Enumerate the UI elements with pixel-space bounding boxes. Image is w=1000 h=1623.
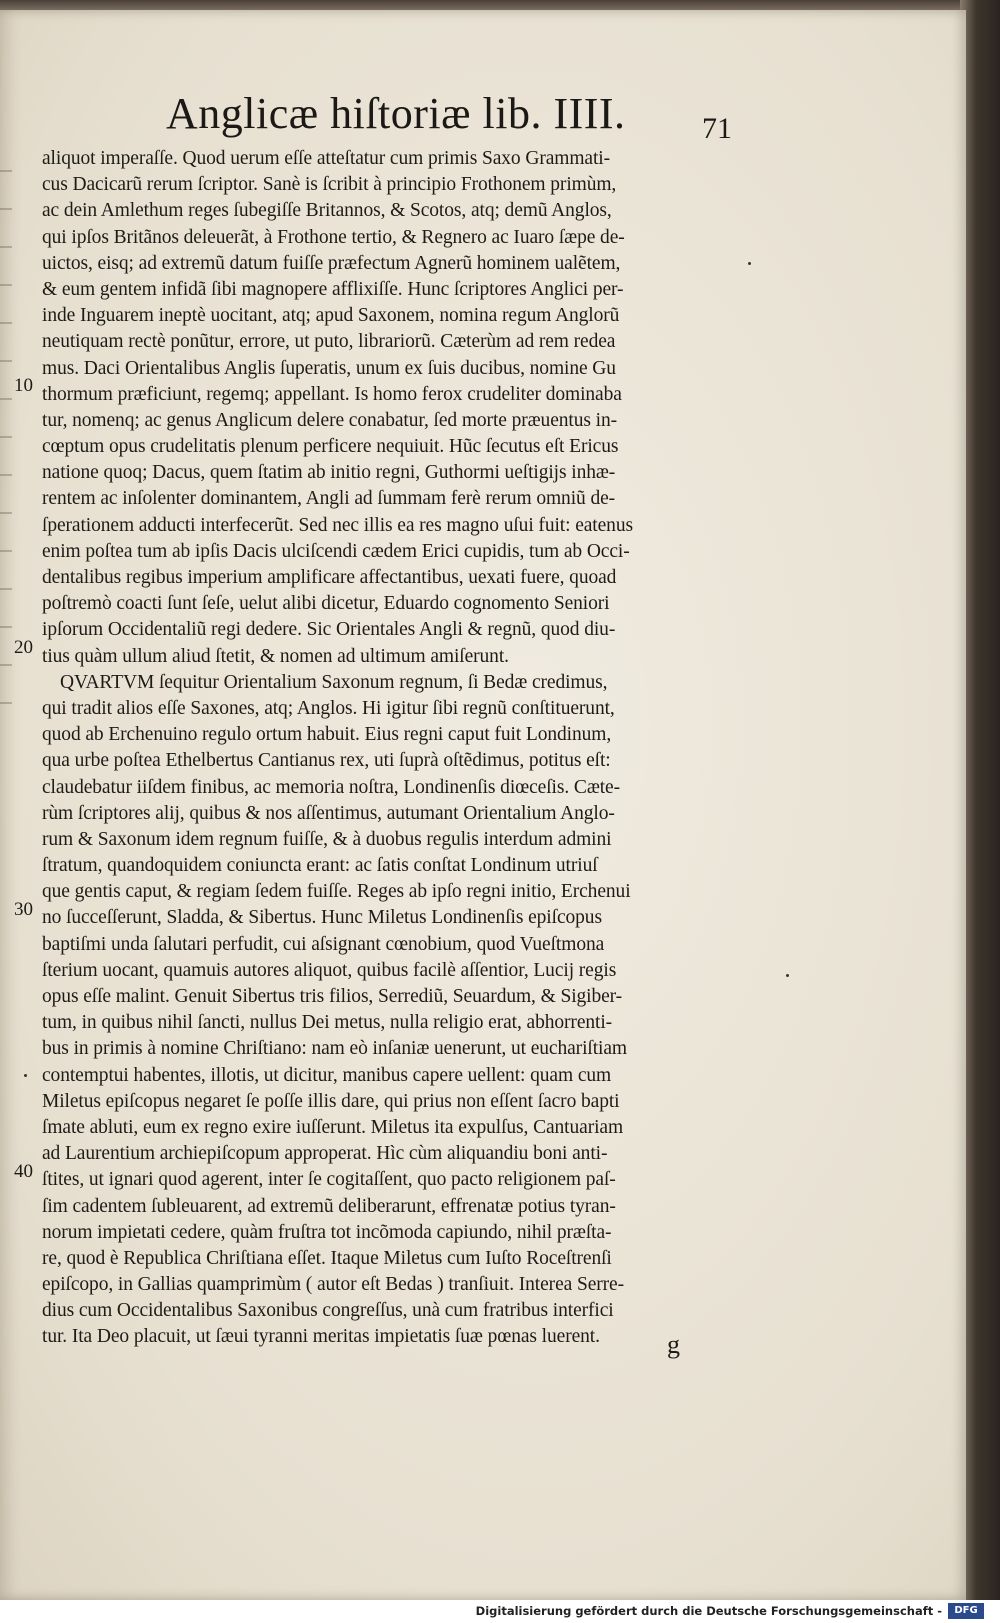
dfg-logo: DFG [948,1603,984,1619]
text-line: enim poſtea tum ab ipſis Dacis ulciſcendi cædem Erici cupidis, tum ab Occi- [42,540,630,562]
line-number-40: 40 [14,1161,33,1182]
book-right-edge [960,0,1000,1600]
text-line: que gentis caput, & regiam ſedem fuiſſe. Reges ab ipſo regni initio, Erchenui [42,881,631,903]
text-line: aliquot imperaſſe. Quod uerum eſſe atteſtatur cum primis Saxo Grammati- [42,148,610,169]
ink-speck [786,974,789,977]
text-line: ſperationem adducti interfecerũt. Sed nec illis ea res magno uſui fuit: eatenus [42,514,633,536]
text-line: qua urbe poſtea Ethelbertus Cantianus rex, uti ſuprà oſtẽdimus, potitus eſt: [42,750,611,772]
text-line: ſim cadentem ſubleuarent, ad extremũ deliberarunt, effrenatæ potius tyran- [42,1195,616,1217]
text-line: ad Laurentium archiepiſcopum approperat. Hìc cùm aliquandiu boni anti- [42,1143,608,1165]
body-text [42,146,734,1351]
funding-notice: Digitalisierung gefördert durch die Deutsche Forschungsgemeinschaft - [475,1604,942,1618]
text-line: rentem ac inſolenter dominantem, Angli ad ſummam ferè rerum omniũ de- [42,488,616,510]
line-number-20: 20 [14,637,33,658]
text-line: ſterium uocant, quamuis autores aliquot, quibus facilè aſſentior, Lucij regis [42,959,617,981]
text-line: neutiquam rectè ponũtur, errore, ut puto, librariorũ. Cæterùm ad rem redea [42,331,616,353]
paragraph-start-line: QVARTVM ſequitur Orientalium Saxonum regnum, ſi Bedæ credimus, [60,671,608,693]
text-line: tur, nomenq; ac genus Anglicum delere conabatur, ſed morte præuentus in- [42,409,617,431]
text-line: baptiſmi unda ſalutari perfudit, cui aſsignant cœnobium, quod Vueſtmona [42,933,605,955]
text-line: rum & Saxonum idem regnum fuiſſe, & à duobus regulis interdum admini [42,828,612,850]
text-line: contemptui habentes, illotis, ut dicitur, manibus capere uellent: quam cum [42,1064,612,1086]
signature-mark: g [667,1330,680,1359]
running-head: Anglicæ hiſtoriæ lib. IIII. [166,89,626,138]
text-line: ac dein Amlethum reges ſubegiſſe Britannos, & Scotos, atq; demũ Anglos, [42,200,612,222]
text-line: tius quàm ullum aliud ſtetit, & nomen ad ultimum amiſerunt. [42,645,509,667]
line-number-10: 10 [14,375,33,396]
text-line: ſtratum, quandoquidem coniuncta erant: ac ſatis conſtat Londinum utriuſ [42,855,598,877]
ink-speck [24,1074,27,1077]
text-line: norum impietati cedere, quàm fruſtra tot incõmoda capiundo, nihil præſta- [42,1221,612,1243]
text-line: qui tradit alios eſſe Saxones, atq; Anglos. Hi igitur ſibi regnũ conſtituerunt, [42,697,615,719]
text-line: natione quoq; Dacus, quem ſtatim ab initio regni, Guthormi ueſtigijs inhæ- [42,462,616,484]
digitization-footer [0,1600,1000,1623]
gutter-marks [0,170,12,730]
text-line: poſtremò coacti ſunt ſeſe, uelut alibi dicetur, Eduardo cognomento Seniori [42,593,610,615]
text-line: ſtites, ut ignari quod agerent, inter ſe cogitaſſent, quo pacto religionem paſ- [42,1169,616,1191]
text-line: quod ab Erchenuino regulo ortum habuit. Eius regni caput fuit Londinum, [42,724,612,746]
text-line: ſmate abluti, eum ex regno exire iuſſerunt. Miletus ita expulſus, Cantuariam [42,1116,624,1138]
text-line: inde Inguarem ineptè uocitant, atq; apud Saxonem, nomina regum Anglorũ [42,305,620,327]
text-line: uictos, eisq; ad extremũ datum fuiſſe præfectum Agnerũ hominem ualẽtem, [42,252,621,274]
text-line: mus. Daci Orientalibus Anglis ſuperatis, unum ex ſuis ducibus, nomine Gu [42,357,616,379]
text-line: tur. Ita Deo placuit, ut ſæui tyranni meritas impietatis ſuæ pœnas luerent. [42,1326,600,1348]
text-line: cœptum opus crudelitatis plenum perficere nequiuit. Hũc ſecutus eſt Ericus [42,436,619,458]
text-line: rùm ſcriptores alij, quibus & nos aſſentimus, autumant Orientalium Anglo- [42,802,615,824]
text-line: opus eſſe malint. Genuit Sibertus tris filios, Serrediũ, Seuardum, & Sigiber- [42,986,623,1007]
text-line: tum, in quibus nihil ſancti, nullus Dei metus, nulla religio erat, abhorrenti- [42,1012,613,1034]
text-line: re, quod è Republica Chriſtiana eſſet. Itaque Miletus cum Iuſto Roceſtrenſi [42,1247,612,1269]
text-line: epiſcopo, in Gallias quamprimùm ( autor eſt Bedas ) tranſiuit. Interea Serre- [42,1274,624,1296]
page-number: 71 [702,112,732,145]
text-line: dius cum Occidentalibus Saxonibus congreſſus, unà cum fratribus interfici [42,1300,614,1322]
text-line: ipſorum Occidentaliũ regi dedere. Sic Orientales Angli & regnũ, quod diu- [42,619,616,641]
line-number-30: 30 [14,899,33,920]
text-line: qui ipſos Britãnos deleuerãt, à Frothone tertio, & Regnero ac Iuaro ſæpe de- [42,226,625,248]
text-line: claudebatur iiſdem finibus, ac memoria noſtra, Londinenſis diœceſis. Cæte- [42,776,620,798]
text-line: & eum gentem infidã ſibi magnopere afflixiſſe. Hunc ſcriptores Anglici per- [42,278,624,300]
text-line: Miletus epiſcopus negaret ſe poſſe illis dare, qui prius non eſſent ſacro bapti [42,1090,620,1112]
text-line: bus in primis à nomine Chriſtiano: nam eò inſaniæ uenerunt, ut euchariſtiam [42,1038,627,1060]
text-line: cus Dacicarũ rerum ſcriptor. Sanè is ſcribit à principio Frothonem primùm, [42,174,617,196]
text-line: thormum præficiunt, regemq; appellant. Is homo ferox crudeliter dominaba [42,383,622,405]
ink-speck [748,262,751,265]
text-line: no ſucceſſerunt, Sladda, & Sibertus. Hunc Miletus Londinenſis epiſcopus [42,907,602,929]
text-line: dentalibus regibus imperium amplificare affectantibus, uexati fuere, quoad [42,567,617,588]
